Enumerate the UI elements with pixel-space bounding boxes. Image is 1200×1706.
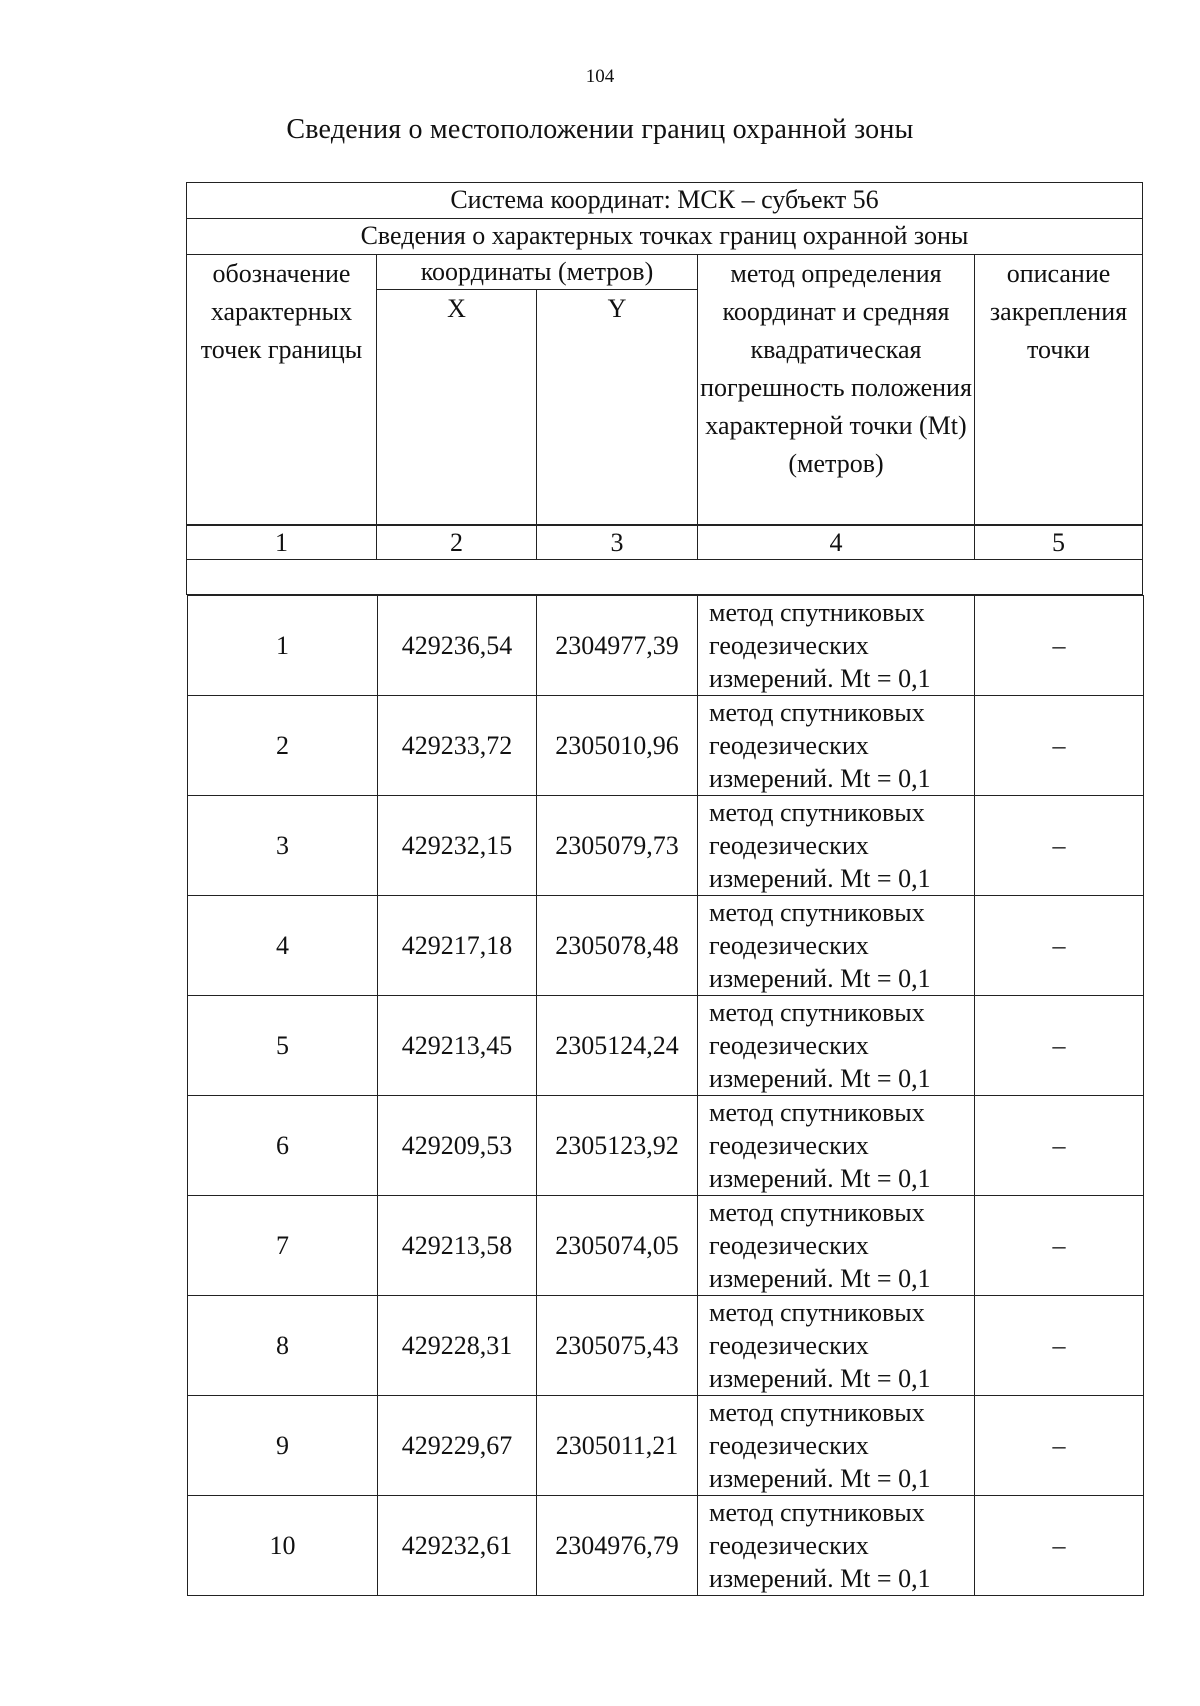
header-x: X bbox=[377, 290, 537, 525]
method-description bbox=[698, 1496, 975, 1596]
coord-x: 429232,15 bbox=[378, 796, 537, 896]
table-row bbox=[188, 1396, 1144, 1496]
coord-y: 2305124,24 bbox=[537, 996, 698, 1096]
method-line: метод спутниковых bbox=[709, 698, 925, 727]
table-row bbox=[188, 1296, 1144, 1396]
method-line: измерений. Mt = 0,1 bbox=[709, 1564, 931, 1593]
fixing-description: – bbox=[975, 1396, 1144, 1496]
method-line: метод спутниковых bbox=[709, 1298, 925, 1327]
table-row bbox=[188, 1196, 1144, 1296]
point-number: 3 bbox=[188, 796, 378, 896]
coord-x: 429236,54 bbox=[378, 596, 537, 696]
coord-y: 2305011,21 bbox=[537, 1396, 698, 1496]
coord-y: 2305075,43 bbox=[537, 1296, 698, 1396]
coord-x: 429213,58 bbox=[378, 1196, 537, 1296]
point-number: 7 bbox=[188, 1196, 378, 1296]
method-description bbox=[698, 896, 975, 996]
column-number: 1 bbox=[187, 526, 377, 560]
fixing-description: – bbox=[975, 996, 1144, 1096]
coord-x: 429229,67 bbox=[378, 1396, 537, 1496]
column-number: 5 bbox=[975, 526, 1143, 560]
method-line: метод спутниковых bbox=[709, 1198, 925, 1227]
table-row bbox=[188, 996, 1144, 1096]
coord-y: 2305010,96 bbox=[537, 696, 698, 796]
coord-x: 429213,45 bbox=[378, 996, 537, 1096]
coord-x: 429228,31 bbox=[378, 1296, 537, 1396]
table-row bbox=[188, 1096, 1144, 1196]
coord-x: 429233,72 bbox=[378, 696, 537, 796]
method-description bbox=[698, 696, 975, 796]
method-line: метод спутниковых bbox=[709, 898, 925, 927]
method-description bbox=[698, 1296, 975, 1396]
column-number: 2 bbox=[377, 526, 537, 560]
fixing-description: – bbox=[975, 696, 1144, 796]
page-number: 104 bbox=[585, 66, 615, 87]
points-table bbox=[187, 595, 1144, 1596]
method-line: геодезических bbox=[709, 1431, 869, 1460]
coord-y: 2305079,73 bbox=[537, 796, 698, 896]
fixing-description: – bbox=[975, 1496, 1144, 1596]
coord-x: 429232,61 bbox=[378, 1496, 537, 1596]
method-description bbox=[698, 1196, 975, 1296]
table-row bbox=[188, 1496, 1144, 1596]
method-line: геодезических bbox=[709, 1331, 869, 1360]
method-line: метод спутниковых bbox=[709, 1398, 925, 1427]
column-number: 3 bbox=[537, 526, 698, 560]
point-number: 4 bbox=[188, 896, 378, 996]
point-number: 2 bbox=[188, 696, 378, 796]
coord-x: 429217,18 bbox=[378, 896, 537, 996]
method-line: измерений. Mt = 0,1 bbox=[709, 1264, 931, 1293]
coord-y: 2305123,92 bbox=[537, 1096, 698, 1196]
header-point-designation: обозначение характерных точек границы bbox=[187, 255, 377, 525]
fixing-description: – bbox=[975, 796, 1144, 896]
method-line: измерений. Mt = 0,1 bbox=[709, 1464, 931, 1493]
method-description bbox=[698, 596, 975, 696]
method-line: измерений. Mt = 0,1 bbox=[709, 864, 931, 893]
document-title: Сведения о местоположении границ охранной зоны bbox=[286, 114, 914, 145]
fixing-description: – bbox=[975, 1096, 1144, 1196]
header-coordinates: координаты (метров) bbox=[377, 255, 698, 290]
method-line: измерений. Mt = 0,1 bbox=[709, 1064, 931, 1093]
method-line: метод спутниковых bbox=[709, 1498, 925, 1527]
coord-y: 2304977,39 bbox=[537, 596, 698, 696]
point-number: 8 bbox=[188, 1296, 378, 1396]
method-line: геодезических bbox=[709, 631, 869, 660]
method-line: метод спутниковых bbox=[709, 1098, 925, 1127]
point-number: 9 bbox=[188, 1396, 378, 1496]
fixing-description: – bbox=[975, 1196, 1144, 1296]
point-number: 5 bbox=[188, 996, 378, 1096]
table-header bbox=[186, 182, 1143, 525]
method-line: измерений. Mt = 0,1 bbox=[709, 964, 931, 993]
method-line: метод спутниковых bbox=[709, 598, 925, 627]
column-numbers-table bbox=[186, 525, 1143, 595]
header-method: метод определения координат и средняя квадратическая погрешность положения характерной точки (Mt) (метров) bbox=[698, 255, 975, 525]
coord-x: 429209,53 bbox=[378, 1096, 537, 1196]
method-line: геодезических bbox=[709, 1531, 869, 1560]
fixing-description: – bbox=[975, 1296, 1144, 1396]
point-number: 6 bbox=[188, 1096, 378, 1196]
coord-system-cell: Система координат: МСК – субъект 56 bbox=[187, 183, 1143, 219]
table-row bbox=[188, 596, 1144, 696]
point-number: 1 bbox=[188, 596, 378, 696]
method-line: геодезических bbox=[709, 731, 869, 760]
method-line: метод спутниковых bbox=[709, 798, 925, 827]
method-line: геодезических bbox=[709, 831, 869, 860]
method-line: геодезических bbox=[709, 1231, 869, 1260]
column-number: 4 bbox=[698, 526, 975, 560]
method-description bbox=[698, 996, 975, 1096]
blank-row bbox=[187, 560, 1143, 595]
point-number: 10 bbox=[188, 1496, 378, 1596]
coord-y: 2305074,05 bbox=[537, 1196, 698, 1296]
fixing-description: – bbox=[975, 596, 1144, 696]
method-line: измерений. Mt = 0,1 bbox=[709, 664, 931, 693]
table-row bbox=[188, 796, 1144, 896]
coord-y: 2304976,79 bbox=[537, 1496, 698, 1596]
method-line: геодезических bbox=[709, 1131, 869, 1160]
method-line: измерений. Mt = 0,1 bbox=[709, 764, 931, 793]
method-line: геодезических bbox=[709, 1031, 869, 1060]
method-description bbox=[698, 1396, 975, 1496]
method-line: геодезических bbox=[709, 931, 869, 960]
method-description bbox=[698, 1096, 975, 1196]
method-line: измерений. Mt = 0,1 bbox=[709, 1164, 931, 1193]
section-title-cell: Сведения о характерных точках границ охранной зоны bbox=[187, 219, 1143, 255]
table-row bbox=[188, 896, 1144, 996]
coord-y: 2305078,48 bbox=[537, 896, 698, 996]
table-row bbox=[188, 696, 1144, 796]
fixing-description: – bbox=[975, 896, 1144, 996]
method-description bbox=[698, 796, 975, 896]
method-line: измерений. Mt = 0,1 bbox=[709, 1364, 931, 1393]
method-line: метод спутниковых bbox=[709, 998, 925, 1027]
header-fixing: описание закрепления точки bbox=[975, 255, 1143, 525]
header-y: Y bbox=[537, 290, 698, 525]
